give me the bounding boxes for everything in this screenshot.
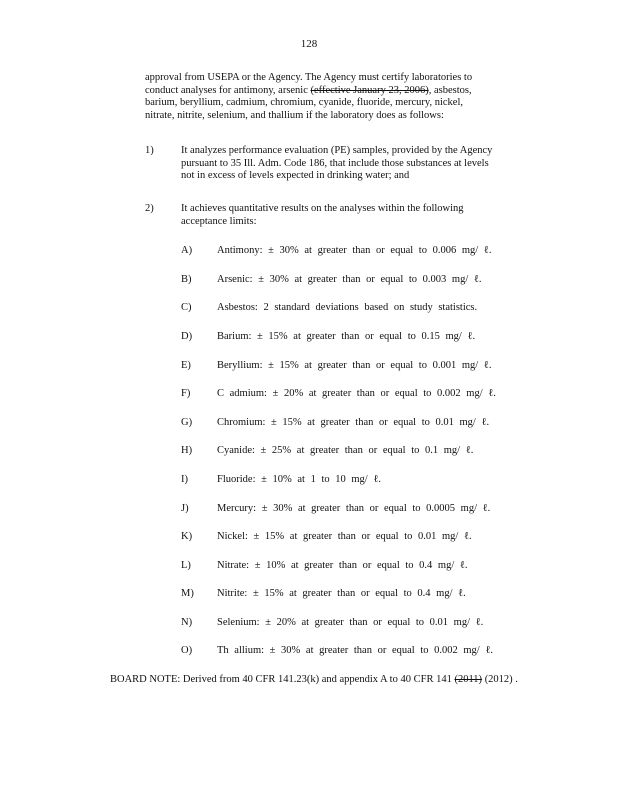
limit-item <box>181 560 541 574</box>
intro-text: conduct analyses for antimony, arsenic <box>145 84 311 96</box>
limit-letter: L) <box>181 560 191 571</box>
limit-item <box>181 274 541 288</box>
intro-line: barium, beryllium, cadmium, chromium, cyanide, fluoride, mercury, nickel, <box>145 97 464 108</box>
limit-text: Barium: ± 15% at greater than or equal to 0.15 mg/ ℓ. <box>217 331 476 342</box>
limit-item <box>181 417 541 431</box>
limit-letter: F) <box>181 388 191 399</box>
limit-item <box>181 388 541 402</box>
limit-text: Beryllium: ± 15% at greater than or equal to 0.001 mg/ ℓ. <box>217 360 492 371</box>
limit-text: Nitrate: ± 10% at greater than or equal to 0.4 mg/ ℓ. <box>217 560 468 571</box>
intro-line: nitrate, nitrite, selenium, and thallium if the laboratory does as follows: <box>145 109 444 121</box>
item-line: It achieves quantitative results on the analyses within the following <box>181 203 464 214</box>
limit-letter: J) <box>181 503 189 514</box>
board-note-text: BOARD NOTE: Derived from 40 CFR 141.23(k) and appendix A to 40 CFR 141 <box>110 674 455 685</box>
limit-item <box>181 531 541 545</box>
limit-text: Nickel: ± 15% at greater than or equal to 0.01 mg/ ℓ. <box>217 531 472 542</box>
limit-letter: G) <box>181 417 193 428</box>
limit-letter: K) <box>181 531 193 542</box>
limit-letter: N) <box>181 617 193 628</box>
limit-letter: C) <box>181 302 192 313</box>
limit-text: Selenium: ± 20% at greater than or equal to 0.01 mg/ ℓ. <box>217 617 484 628</box>
limit-item <box>181 331 541 345</box>
limit-item <box>181 588 541 602</box>
limit-item <box>181 302 541 316</box>
item-text <box>181 145 539 183</box>
limit-letter: E) <box>181 360 191 371</box>
limit-letter: M) <box>181 588 194 599</box>
limit-text: Mercury: ± 30% at greater than or equal to 0.0005 mg/ ℓ. <box>217 503 491 514</box>
limit-text: Nitrite: ± 15% at greater than or equal to 0.4 mg/ ℓ. <box>217 588 466 599</box>
intro-line <box>145 85 530 98</box>
limit-item <box>181 360 541 374</box>
intro-line: approval from USEPA or the Agency. The Agency must certify laboratories to <box>145 72 473 83</box>
item-text <box>181 203 539 228</box>
board-note <box>110 673 540 686</box>
item-line: pursuant to 35 Ill. Adm. Code 186, that include those substances at levels <box>181 157 489 169</box>
item-line: It analyzes performance evaluation (PE) samples, provided by the Agency <box>181 145 493 156</box>
limit-text: Chromium: ± 15% at greater than or equal to 0.01 mg/ ℓ. <box>217 417 490 428</box>
limit-item <box>181 245 541 259</box>
limit-letter: D) <box>181 331 193 342</box>
limit-text: C admium: ± 20% at greater than or equal to 0.002 mg/ ℓ. <box>217 388 496 399</box>
limit-item <box>181 617 541 631</box>
intro-paragraph <box>145 72 530 122</box>
limit-text: Arsenic: ± 30% at greater than or equal to 0.003 mg/ ℓ. <box>217 274 482 285</box>
limit-letter: O) <box>181 645 193 656</box>
limit-letter: I) <box>181 474 188 485</box>
limit-text: Th allium: ± 30% at greater than or equal to 0.002 mg/ ℓ. <box>217 645 493 656</box>
struck-text: (effective January 23, 2006) <box>310 84 429 96</box>
struck-text: (2011) <box>454 674 483 685</box>
limit-letter: H) <box>181 445 193 456</box>
intro-text: , asbestos, <box>428 84 472 96</box>
limit-text: Antimony: ± 30% at greater than or equal to 0.006 mg/ ℓ. <box>217 245 492 256</box>
page-number: 128 <box>300 38 318 50</box>
limit-text: Asbestos: 2 standard deviations based on study statistics. <box>217 302 478 313</box>
limit-text: Cyanide: ± 25% at greater than or equal to 0.1 mg/ ℓ. <box>217 445 474 456</box>
limit-letter: A) <box>181 245 193 256</box>
board-note-text: (2012) . <box>482 674 518 685</box>
limit-item <box>181 503 541 517</box>
limit-item <box>181 474 541 488</box>
limit-item <box>181 645 541 659</box>
item-line: not in excess of levels expected in drinking water; and <box>181 170 410 181</box>
limit-item <box>181 445 541 459</box>
limit-text: Fluoride: ± 10% at 1 to 10 mg/ ℓ. <box>217 474 381 485</box>
item-number: 1) <box>145 145 154 156</box>
item-line: acceptance limits: <box>181 215 257 227</box>
item-number: 2) <box>145 203 154 214</box>
limit-letter: B) <box>181 274 192 285</box>
